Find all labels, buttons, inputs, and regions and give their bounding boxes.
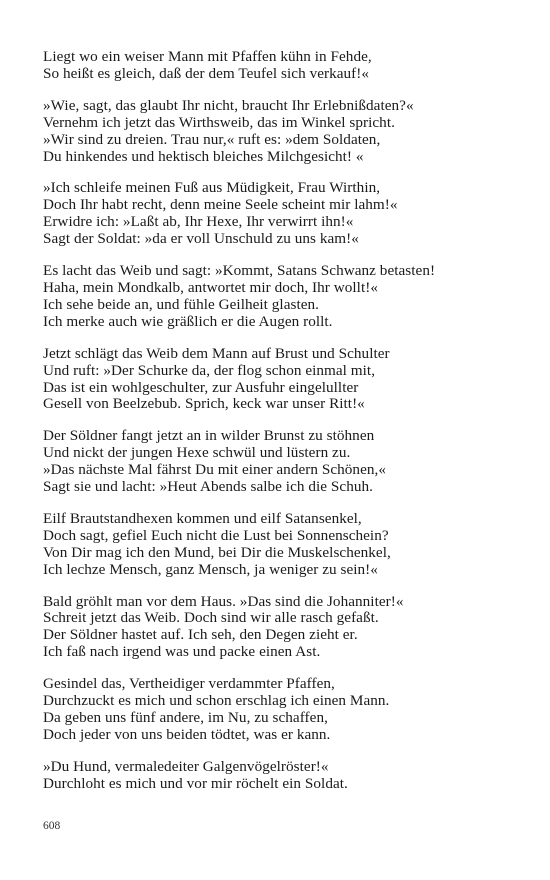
stanza: [43, 346, 523, 414]
poem-body: [43, 49, 523, 808]
verse-line: Da geben uns fünf andere, im Nu, zu schaffen,: [43, 709, 328, 726]
verse-line: Gesindel das, Vertheidiger verdammter Pfaffen,: [43, 675, 335, 693]
stanza: [43, 49, 523, 83]
verse-line: Jetzt schlägt das Weib dem Mann auf Brust und Schulter: [43, 344, 390, 362]
verse-line: Vernehm ich jetzt das Wirthsweib, das im Winkel spricht.: [43, 113, 395, 131]
verse-line: Sagt sie und lacht: »Heut Abends salbe ich die Schuh.: [43, 478, 373, 496]
verse-line: »Wie, sagt, das glaubt Ihr nicht, braucht Ihr Erlebnißdaten?«: [43, 96, 414, 114]
stanza: [43, 263, 523, 331]
verse-line: Ich sehe beide an, und fühle Geilheit glasten.: [43, 295, 320, 313]
verse-line: Von Dir mag ich den Mund, bei Dir die Muskelschenkel,: [43, 543, 391, 561]
verse-line: Liegt wo ein weiser Mann mit Pfaffen kühn in Fehde,: [43, 48, 372, 65]
verse-line: Haha, mein Mondkalb, antwortet mir doch, Ihr wollt!«: [43, 278, 378, 296]
page-number: 608: [43, 820, 61, 832]
verse-line: Durchloht es mich und vor mir röchelt ein Soldat.: [43, 774, 348, 792]
verse-line: Ich lechze Mensch, ganz Mensch, ja weniger zu sein!«: [43, 560, 378, 578]
stanza: [43, 511, 523, 579]
verse-line: Du hinkendes und hektisch bleiches Milchgesicht! «: [43, 147, 364, 165]
verse-line: »Ich schleife meinen Fuß aus Müdigkeit, Frau Wirthin,: [43, 179, 381, 197]
stanza: [43, 759, 523, 793]
verse-line: Bald gröhlt man vor dem Haus. »Das sind die Johanniter!«: [43, 592, 404, 610]
verse-line: Und nickt der jungen Hexe schwül und lüstern zu.: [43, 444, 351, 462]
stanza: [43, 98, 523, 166]
verse-line: Doch jeder von uns beiden tödtet, was er kann.: [43, 725, 331, 743]
verse-line: »Das nächste Mal fährst Du mit einer andern Schönen,«: [43, 461, 387, 479]
verse-line: Eilf Brautstandhexen kommen und eilf Satansenkel,: [43, 509, 362, 527]
verse-line: »Du Hund, vermaledeiter Galgenvögelröster!«: [43, 757, 329, 775]
verse-line: Doch sagt, gefiel Euch nicht die Lust bei Sonnenschein?: [43, 526, 389, 544]
verse-line: Ich merke auch wie gräßlich er die Augen rollt.: [43, 312, 333, 330]
stanza: [43, 428, 523, 496]
verse-line: Doch Ihr habt recht, denn meine Seele scheint mir lahm!«: [43, 196, 398, 214]
verse-line: Das ist ein wohlgeschulter, zur Ausfuhr eingelullter: [43, 378, 359, 396]
stanza: [43, 180, 523, 248]
verse-line: Der Söldner fangt jetzt an in wilder Brunst zu stöhnen: [43, 427, 375, 445]
verse-line: »Wir sind zu dreien. Trau nur,« ruft es: »dem Soldaten,: [43, 130, 381, 148]
verse-line: Es lacht das Weib und sagt: »Kommt, Satans Schwanz betasten!: [43, 262, 436, 280]
stanza: [43, 676, 523, 744]
stanza: [43, 594, 523, 662]
verse-line: Ich faß nach irgend was und packe einen Ast.: [43, 643, 321, 661]
verse-line: Erwidre ich: »Laßt ab, Ihr Hexe, Ihr verwirrt ihn!«: [43, 213, 354, 231]
verse-line: Schreit jetzt das Weib. Doch sind wir alle rasch gefaßt.: [43, 609, 379, 627]
verse-line: Sagt der Soldat: »da er voll Unschuld zu uns kam!«: [43, 230, 359, 248]
verse-line: Der Söldner hastet auf. Ich seh, den Degen zieht er.: [43, 626, 358, 644]
verse-line: Gesell von Beelzebub. Sprich, keck war unser Ritt!«: [43, 395, 365, 413]
verse-line: So heißt es gleich, daß der dem Teufel sich verkauf!«: [43, 64, 370, 82]
verse-line: Durchzuckt es mich und schon erschlag ich einen Mann.: [43, 692, 390, 710]
verse-line: Und ruft: »Der Schurke da, der flog schon einmal mit,: [43, 361, 376, 379]
